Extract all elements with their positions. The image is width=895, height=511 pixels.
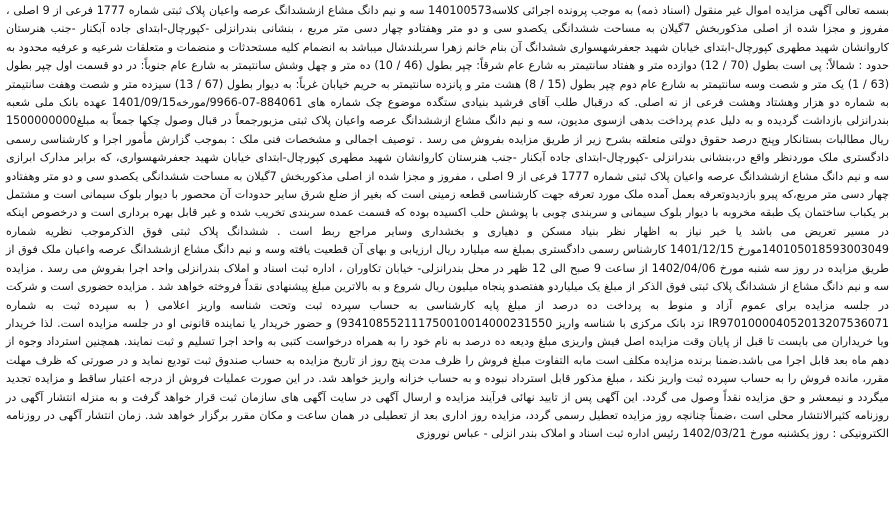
auction-notice-text: بسمه تعالی آگهی مزایده اموال غیر منقول (اسناد ذمه) به موجب پرونده اجرائی کلاسه140100573 سه و نیم دانگ مشاع ازششدانگ عرصه واعیان پلاک ثبتی شماره 1777 فرعی از 9 اصلی ، مفروز و مجزا شده از اصلی مذکوربخش 7گیلان به مساحت ششدانگی یکصدو سی و دو متر وهفتادو چهار دسی متر مربع ، بنشانی بندرانزلی -کپورچال-ابتدای جاده آبکنار -جنب هنرستان کاروانشان شهید مطهری کپورچال-ابتدای خیابان شهید جعفرشهسواری ششدانگ آن بنام خانم زهرا سربلندشال میباشد به انضمام کلیه مستحدثات و منضمات و متعلقات شرعیه و عرفیه محدود به حدود : شمالاً: پی است بطول (70 / 12) دوازده متر و هفتاد سانتیمتر به شارع عام شرقاً: چپر بطول (46 / 10) ده متر و چهل وشش سانتیمتر به شارع عام جنوباً: در دو قسمت اول چپر بطول (63 / 1) یک متر و شصت وسه سانتیمتر به شارع عام دوم چپر بطول (15 / 8) هشت متر و پانزده سانتیمتر به حریم خیابان غرباً: به دیوار بطول (67 / 13) سیزده متر و شصت وهفت سانتیمتر به شماره دو هزار وهشتاد وهشت فرعی از نه اصلی. که درقبال طلب آقای فرشید بنیادی ستگده موضوع چک شماره های 884061-07-9966/مورخه1401/09/15 عهده بانک ملی شعبه بندرانزلی بازداشت گردیده و به دلیل عدم پرداخت بدهی ازسوی مدیون، سه و نیم دانگ مشاع ازششدانگ عرصه واعیان پلاک ثبتی مزبورجمعاً در قبال وصول چکها جمعاً به مبلغ1500000000 ریال مطالبات بستانکار وپنج درصد حقوق دولتی متعلقه بشرح زیر از طریق مزایده بفروش می رسد . توصیف اجمالی و مشخصات فنی ملک : بموجب گزارش مأمور اجرا و کارشناسی رسمی دادگستری ملک موردنظر واقع در،بنشانی بندرانزلی -کپورچال-ابتدای جاده آبکنار -جنب هنرستان کاروانشان شهید مطهری کپورچال-ابتدای خیابان شهید جعفرشهسواری، که برابر مدارک ابرازی سه و نیم دانگ مشاع ازششدانگ عرصه واعیان پلاک ثبتی شماره 1777 فرعی از 9 اصلی ، مفروز و مجزا شده از اصلی مذکوربخش 7گیلان به مساحت ششدانگی یکصدو سی و دو متر وهفتادو چهار دسی متر مربع،که پیرو بازدیدوتعرفه بعمل آمده ملک مورد تعرفه جهت کارشناسی قطعه زمینی است که بغیر از ضلع شرق سایر حدودات آن محصور با دیوار بلوک سیمانی است و مشتمل بر یکباب ساختمان یک طبقه مخروبه با دیوار بلوک سیمانی و سربندی چوبی با پوشش حلب اکسیده بوده که قسمت عمده سربندی تخریب شده و غیر قابل بهره برداری است و درخصوص اینکه در مسیر تعریض می باشد یا خیر نیاز به اظهار نظر بنیاد مسکن و دهیاری و بخشداری وسایر مراجع ربط است . ششدانگ پلاک ثبتی فوق الذکرموجب نظریه شماره 140105018593003049مورخ 1401/12/15 کارشناس رسمی دادگستری بمبلغ سه میلیارد ریال ارزیابی و بهای آن قطعیت یافته وسه و نیم دانگ مشاع ازششدانگ عرصه واعیان ملک فوق از طریق مزایده در روز سه شنبه مورخ 1402/04/06 از ساعت 9 صبح الی 12 ظهر در محل بندرانزلی- خیابان تکاوران ، اداره ثبت اسناد و املاک بندرانزلی واحد اجرا بفروش می رسد . مزایده سه و نیم دانگ مشاع از ششدانگ پلاک ثبتی فوق الذکر از مبلغ یک میلیاردو هفتصدو پنجاه میلیون ریال شروع و به بالاترین مبلغ پیشنهادی نقداً فروخته خواهد شد . مزایده حضوری است و شرکت در جلسه مزایده برای عموم آزاد و منوط به پرداخت ده درصد از مبلغ پایه کارشناسی به حساب سپرده ثبت وتحت شناسه واریز اعلامی ( به سپرده ثبت به شماره IR970100004052013207536071 نزد بانک مرکزی با شناسه واریز 934108552111750010014000231550) و حضور خریدار یا نماینده قانونی او در جلسه مزایده است. لذا خریدار ویا خریداران می بایست تا قبل از پایان وقت مزایده اصل فیش واریزی مبلغ ودیعه ده درصد به نام خود را به همراه درخواست کتبی به واحد اجرا تسلیم و ثبت نمایند. همچنین استرداد وجوه از دهم ماه بعد قابل اجرا می باشد.ضمنا برنده مزایده مکلف است مابه التفاوت مبلغ فروش را ظرف مدت پنج روز از تاریخ مزایده به حساب صندوق ثبت تودیع نماید و در صورتی که ظرف مهلت مقرر، مانده فروش را به حساب سپرده ثبت واریز نکند ، مبلغ مذکور قابل استرداد نبوده و به حساب خزانه واریز خواهد شد. در این صورت عملیات فروش از درجه اعتبار ساقط و مزایده تجدید میگردد و نیمعشر و حق مزایده نقداً وصول می گردد. این آگهی پس از تایید نهائی فرآیند مزایده و ارسال آگهی در سایت آگهی های سازمان ثبت قرار خواهد گرفت و به منزله انتشار آگهی در روزنامه کثیرالانتشار محلی است ،ضمناً چنانچه روز مزایده تعطیل رسمی گردد، مزایده روز اداری بعد از تعطیلی در همان ساعت و مکان مقرر برگزار خواهد شد. زمان انتشار آگهی در روزنامه الکترونیکی : روز یکشنبه مورخ 1402/03/21 رئیس اداره ثبت اسناد و املاک بندر انزلی - عباس نوروزی — [6, 4, 890, 441]
